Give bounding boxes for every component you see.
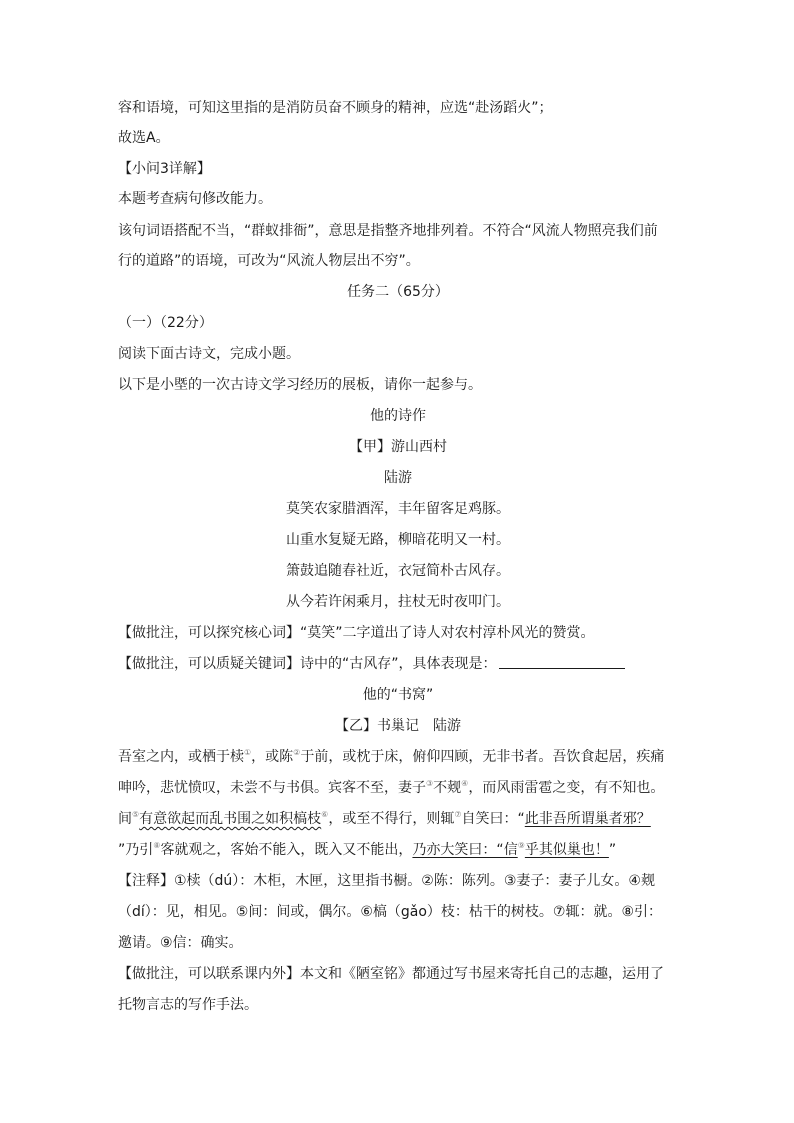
- instruction-line: 阅读下面古诗文，完成小题。: [118, 346, 300, 362]
- poem-author: 陆游: [384, 470, 412, 486]
- essay-title: 【乙】书巢记 陆游: [335, 718, 461, 734]
- answer-choice-line: 故选A。: [118, 130, 170, 146]
- underlined-text: 乃亦大笑曰：“信: [412, 842, 518, 858]
- note-marker: ⑥: [321, 810, 329, 819]
- passage-text: ，而风雨雷雹之变，有不知也。: [468, 780, 665, 796]
- passage-text: 间: [118, 811, 132, 827]
- underlined-text: 此非吾所谓巢者邪？: [524, 811, 651, 827]
- passage-line: [118, 809, 651, 829]
- poem-line: 从今若许闲乘月，拄杖无时夜叩门。: [286, 594, 510, 610]
- passage-text: ，或至不得行，则辄: [328, 811, 455, 827]
- instruction-line: 以下是小塈的一次古诗文学习经历的展板，请你一起参与。: [118, 377, 482, 393]
- note-marker: ⑨: [517, 841, 525, 850]
- note-marker: ⑧: [153, 841, 161, 850]
- annotation-question-text: 【做批注，可以质疑关键词】诗中的“古风存”，具体表现是：: [118, 656, 497, 672]
- annotation-question-line: [118, 654, 625, 674]
- passage-line: [118, 747, 664, 767]
- passage-text: 呻吟，悲忧愤叹，未尝不与书俱。宾客不至，妻子: [118, 780, 426, 796]
- passage-text: 于前，或枕于床，俯仰四顾，无非书者。吾饮食起居，疾痛: [300, 749, 665, 765]
- answer-text-line: 容和语境，可知这里指的是消防员奋不顾身的精神，应选“赴汤蹈火”；: [118, 100, 553, 116]
- annotation-line: 【做批注，可以联系课内外】本文和《陋室铭》都通过写书屋来寄托自己的志趣，运用了: [118, 966, 664, 982]
- poem-line: 莫笑农家腊酒浑，丰年留客足鸡豚。: [286, 501, 510, 517]
- underlined-text: 乎其似巢也！: [524, 842, 609, 858]
- section-heading: （一）（22分）: [118, 315, 213, 331]
- subquestion-heading: 【小问3详解】: [118, 161, 211, 177]
- note-marker: ②: [293, 748, 301, 757]
- explanation-line: 该句词语搭配不当，“群蚁排衙”，意思是指整齐地排列着。不符合“风流人物照亮我们前: [118, 223, 658, 239]
- passage-text: 不觌: [433, 780, 462, 796]
- passage-text: 吾室之内，或栖于椟: [118, 749, 244, 765]
- board-heading-poem: 他的诗作: [370, 408, 426, 424]
- explanation-line: 行的道路”的语境，可改为“风流人物层出不穷”。: [118, 253, 420, 269]
- task-heading: 任务二（65分）: [347, 284, 449, 300]
- note-marker: ⑤: [132, 810, 140, 819]
- poem-line: 箫鼓追随春社近，衣冠简朴古风存。: [286, 563, 510, 579]
- note-marker: ③: [426, 779, 434, 788]
- explanation-line: 本题考查病句修改能力。: [118, 191, 272, 207]
- notes-line: 邀请。⑨信：确实。: [118, 935, 243, 951]
- wavy-underlined-text: 有意欲起而乱书围之如积槁枝: [139, 811, 322, 827]
- passage-text: ”乃引: [118, 842, 154, 858]
- passage-line: [118, 778, 664, 798]
- notes-line: （dí）：见，相见。⑤间：间或，偶尔。⑥槁（gǎo）枝：枯干的树枝。⑦辄：就。⑧引：: [118, 904, 663, 920]
- poem-title: 【甲】游山西村: [349, 439, 447, 455]
- note-marker: ①: [244, 748, 252, 757]
- note-marker: ⑦: [454, 810, 462, 819]
- passage-text: 自笑曰：“: [461, 811, 525, 827]
- passage-text: ”: [608, 842, 617, 858]
- poem-line: 山重水复疑无路，柳暗花明又一村。: [286, 532, 510, 548]
- passage-text: ，或陈: [251, 749, 294, 765]
- annotation-line: 【做批注，可以探究核心词】“莫笑”二字道出了诗人对农村淳朴风光的赞赏。: [118, 625, 595, 641]
- passage-line: [118, 840, 616, 860]
- annotation-line: 托物言志的写作手法。: [118, 997, 258, 1013]
- passage-text: 客就观之，客始不能入，既入又不能出，: [160, 842, 413, 858]
- note-marker: ④: [461, 779, 469, 788]
- board-heading-study: 他的“书窝”: [362, 687, 434, 703]
- notes-line: 【注释】①椟（dú）：木柜，木匣，这里指书橱。②陈：陈列。③妻子：妻子儿女。④觌: [118, 873, 655, 889]
- answer-blank[interactable]: [499, 654, 625, 669]
